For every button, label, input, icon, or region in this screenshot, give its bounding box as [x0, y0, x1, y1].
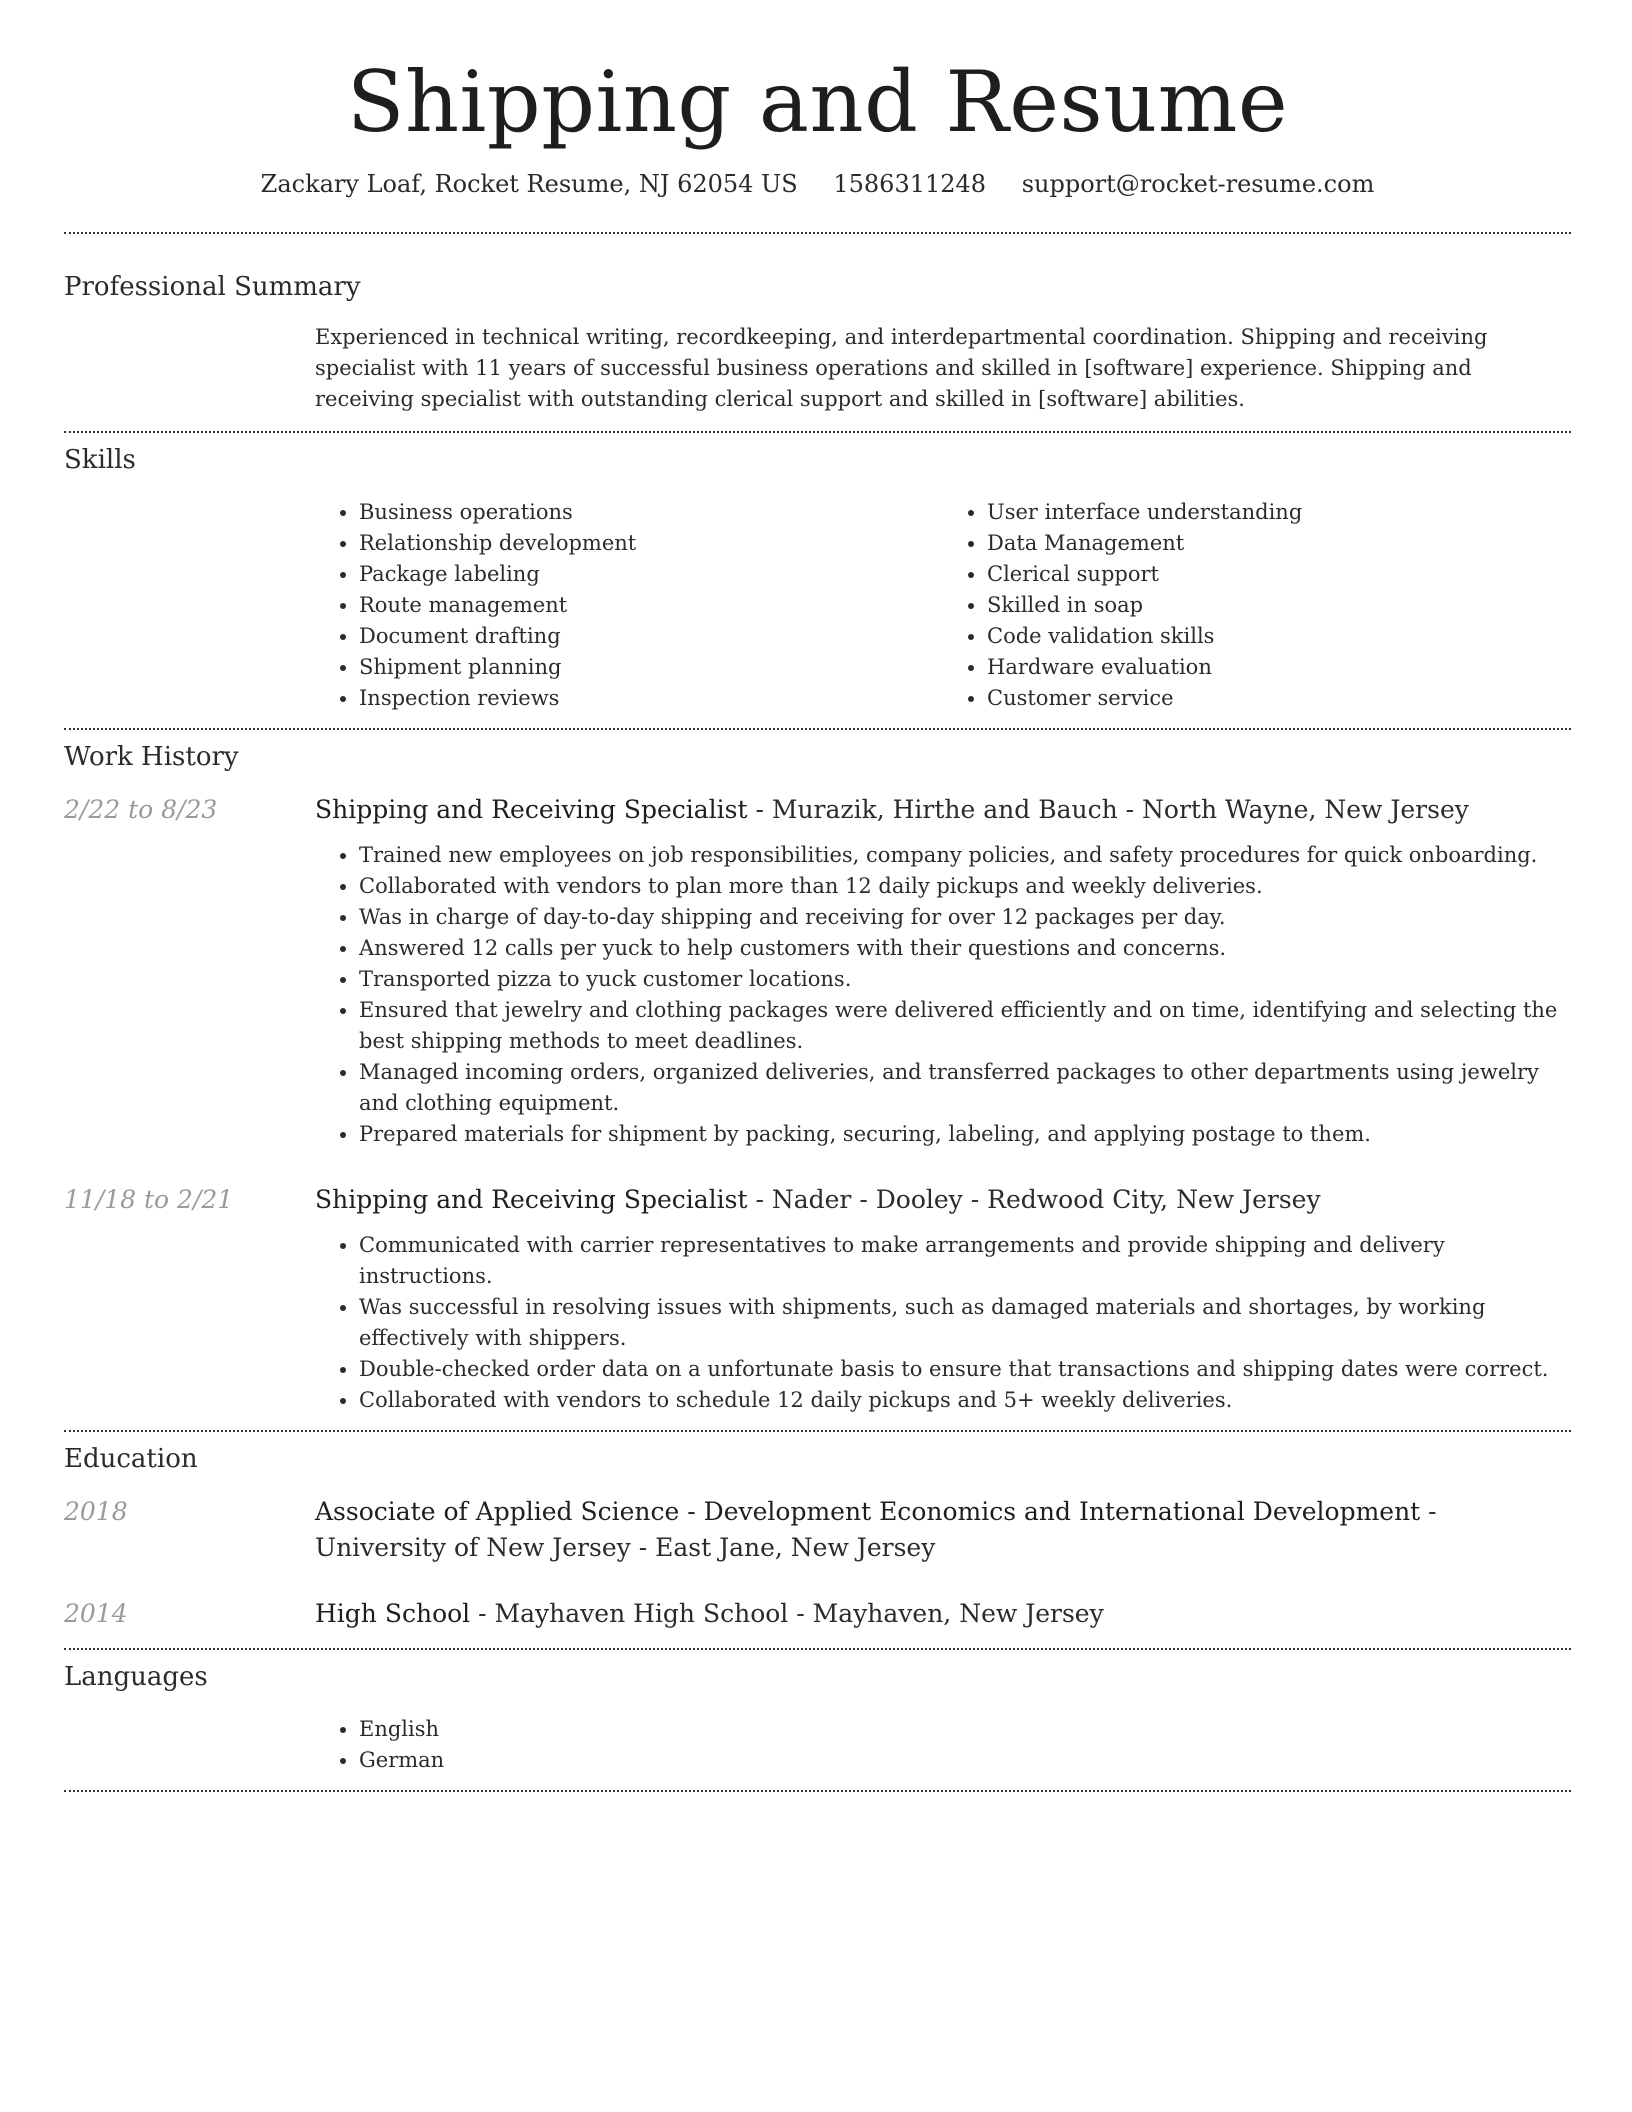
job-employer: - Nader - Dooley - Redwood City, New Jersey	[747, 1185, 1321, 1214]
contact-address: Zackary Loaf, Rocket Resume, NJ 62054 US	[260, 170, 798, 198]
job-bullet: • Managed incoming orders, organized deliveries, and transferred packages to other departments using jewelry and clothing equipment.	[359, 1057, 1571, 1119]
job-bullet: • Double-checked order data on a unfortunate basis to ensure that transactions and shipping dates were correct.	[359, 1354, 1571, 1385]
job-bullet: • Transported pizza to yuck customer locations.	[359, 964, 1571, 995]
job-title: Shipping and Receiving Specialist	[315, 795, 748, 824]
work-history-heading: Work History	[64, 742, 239, 772]
education-section	[64, 1432, 1571, 1632]
section-divider	[64, 1790, 1571, 1792]
skill-item: • Relationship development	[359, 528, 943, 559]
skills-list-right	[943, 497, 1571, 714]
skill-item: • Shipment planning	[359, 652, 943, 683]
job-bullet: • Collaborated with vendors to schedule 12 daily pickups and 5+ weekly deliveries.	[359, 1385, 1571, 1416]
skills-list-left	[315, 497, 943, 714]
job-heading	[315, 1182, 1571, 1218]
skill-item: • Code validation skills	[987, 621, 1571, 652]
skills-grid	[315, 497, 1571, 714]
job-dates: 11/18 to 2/21	[64, 1185, 234, 1214]
education-heading-line	[315, 1494, 1571, 1566]
education-school: - University of New Jersey - East Jane, New Jersey	[315, 1497, 1437, 1562]
job-entry	[64, 1182, 1571, 1416]
skill-item: • Skilled in soap	[987, 590, 1571, 621]
skill-item: • Hardware evaluation	[987, 652, 1571, 683]
job-bullet: • Ensured that jewelry and clothing packages were delivered efficiently and on time, identifying and selecting the best shipping methods to meet deadlines.	[359, 995, 1571, 1057]
summary-text: Experienced in technical writing, recordkeeping, and interdepartmental coordination. Shipping and receiving specialist with 11 years of successful business operations and skilled in [software] experience. Shipping and receiving specialist with outstanding clerical support and skilled in [software] abilities.	[315, 325, 1488, 411]
job-header	[64, 792, 1571, 828]
contact-email: support@rocket-resume.com	[1021, 170, 1375, 198]
job-dates: 2/22 to 8/23	[64, 795, 218, 824]
job-bullets	[315, 1230, 1571, 1416]
education-heading: Education	[64, 1444, 198, 1474]
languages-list	[315, 1714, 1571, 1776]
language-item: • German	[359, 1745, 1571, 1776]
languages-section	[64, 1650, 1571, 1776]
skill-item: • Clerical support	[987, 559, 1571, 590]
summary-section	[64, 234, 1571, 415]
education-degree: Associate of Applied Science - Development Economics and International Development	[315, 1497, 1421, 1526]
job-header	[64, 1182, 1571, 1218]
skill-item: • Document drafting	[359, 621, 943, 652]
skill-item: • Data Management	[987, 528, 1571, 559]
job-bullet: • Communicated with carrier representatives to make arrangements and provide shipping and delivery instructions.	[359, 1230, 1571, 1292]
job-bullet: • Answered 12 calls per yuck to help customers with their questions and concerns.	[359, 933, 1571, 964]
education-degree: High School	[315, 1599, 471, 1628]
job-bullet: • Prepared materials for shipment by packing, securing, labeling, and applying postage to them.	[359, 1119, 1571, 1150]
job-bullet: • Was in charge of day-to-day shipping and receiving for over 12 packages per day.	[359, 902, 1571, 933]
skill-item: • Inspection reviews	[359, 683, 943, 714]
education-year: 2018	[64, 1497, 128, 1526]
skill-item: • User interface understanding	[987, 497, 1571, 528]
job-entry	[64, 792, 1571, 1150]
summary-heading: Professional Summary	[64, 272, 361, 302]
job-bullet: • Trained new employees on job responsibilities, company policies, and safety procedures for quick onboarding.	[359, 840, 1571, 871]
job-bullets	[315, 840, 1571, 1150]
work-history-section	[64, 730, 1571, 1416]
languages-heading: Languages	[64, 1662, 208, 1692]
job-heading	[315, 792, 1571, 828]
skill-item: • Business operations	[359, 497, 943, 528]
skill-item: • Route management	[359, 590, 943, 621]
education-year: 2014	[64, 1599, 128, 1628]
skill-item: • Package labeling	[359, 559, 943, 590]
resume-page	[64, 0, 1571, 1792]
education-heading-line	[315, 1596, 1571, 1632]
job-title: Shipping and Receiving Specialist	[315, 1185, 748, 1214]
job-bullet-list	[315, 840, 1571, 1150]
job-bullet: • Was successful in resolving issues with shipments, such as damaged materials and shortages, by working effectively with shippers.	[359, 1292, 1571, 1354]
skill-item: • Customer service	[987, 683, 1571, 714]
education-school: - Mayhaven High School - Mayhaven, New Jersey	[470, 1599, 1104, 1628]
language-item: • English	[359, 1714, 1571, 1745]
contact-phone: 1586311248	[833, 170, 987, 198]
skills-section	[64, 433, 1571, 714]
job-employer: - Murazik, Hirthe and Bauch - North Wayne, New Jersey	[747, 795, 1469, 824]
languages-list-wrap	[315, 1714, 1571, 1776]
education-entry	[64, 1494, 1571, 1566]
education-entry	[64, 1596, 1571, 1632]
job-bullet: • Collaborated with vendors to plan more than 12 daily pickups and weekly deliveries.	[359, 871, 1571, 902]
job-bullet-list	[315, 1230, 1571, 1416]
skills-heading: Skills	[64, 445, 136, 475]
resume-title: Shipping and Resume	[346, 53, 1289, 151]
contact-line	[64, 168, 1571, 200]
